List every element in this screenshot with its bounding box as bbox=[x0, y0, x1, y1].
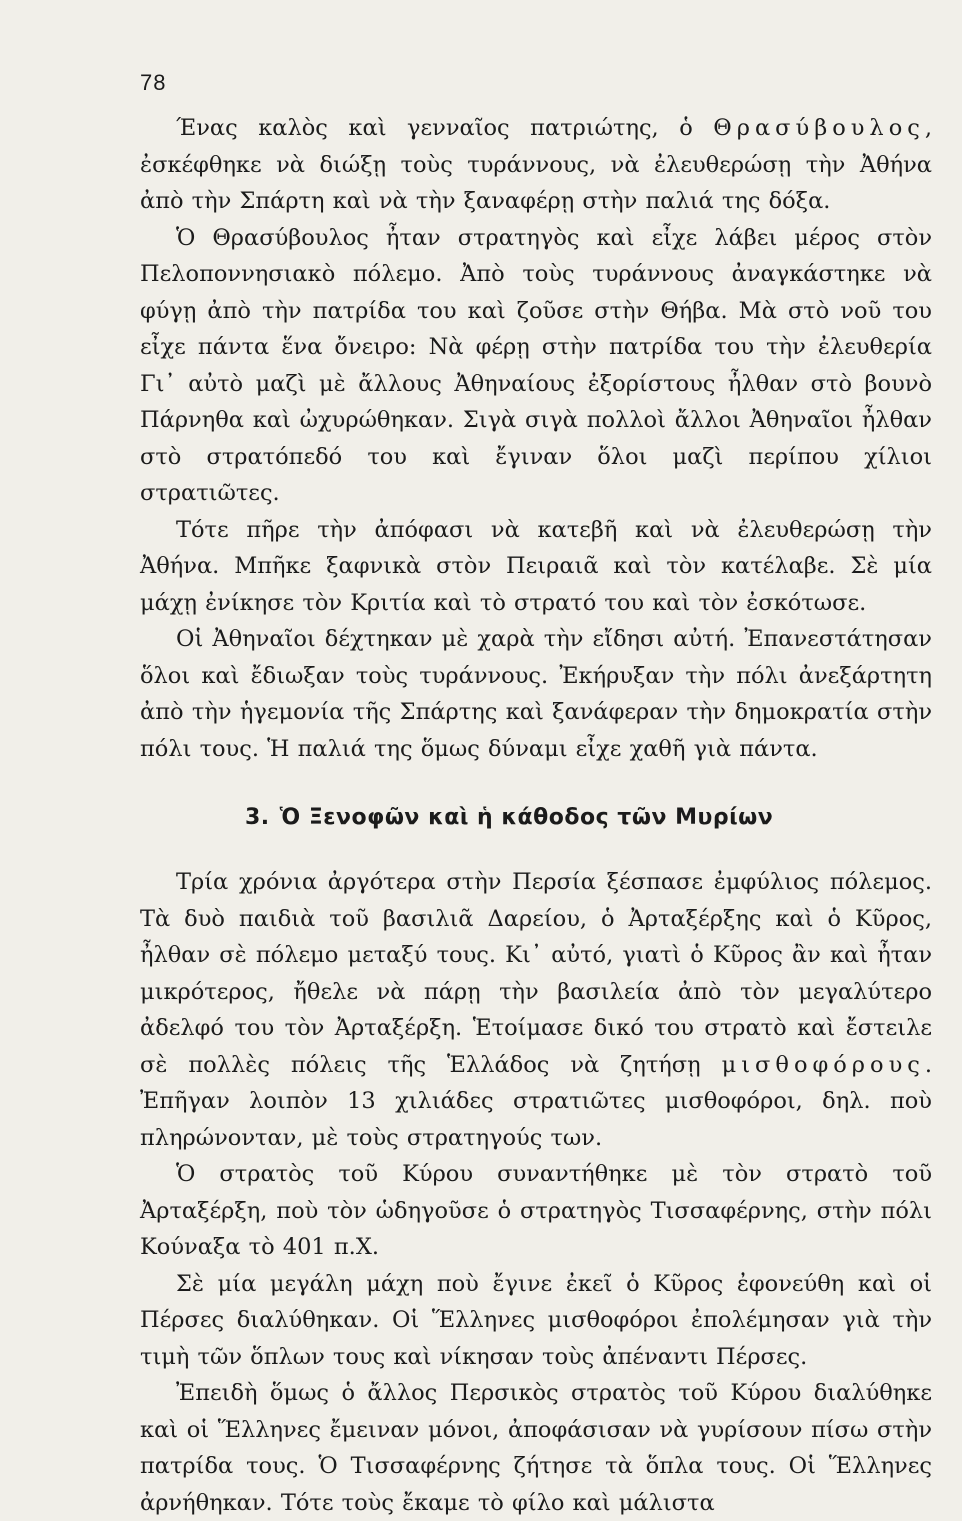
paragraph bbox=[140, 621, 932, 767]
emphasized-name: Θρασύβουλος bbox=[713, 115, 925, 141]
paragraph bbox=[140, 1156, 932, 1266]
paragraph-text: Σὲ μία μεγάλη μάχη ποὺ ἔγινε ἐκεῖ ὁ Κῦρος ἐφονεύθη καὶ οἱ Πέρσες διαλύθηκαν. Οἱ Ἕλληνες μισθοφόροι ἐπολέμησαν γιὰ τὴν τιμὴ τῶν ὅπλων τους καὶ νίκησαν τοὺς ἀπέναντι Πέρσες. bbox=[140, 1270, 932, 1370]
paragraph-text: Οἱ Ἀθηναῖοι δέχτηκαν μὲ χαρὰ τὴν εἴδησι αὐτή. Ἐπανεστάτησαν ὅλοι καὶ ἔδιωξαν τοὺς τυράννους. Ἐκήρυξαν τὴν πόλι ἀνεξάρτητη ἀπὸ τὴν ἡγεμονία τῆς Σπάρτης καὶ ξανάφεραν τὴν δημοκρατία στὴν πόλι τους. Ἡ παλιά της ὅμως δύναμι εἶχε χαθῆ γιὰ πάντα. bbox=[140, 626, 932, 762]
paragraph bbox=[140, 512, 932, 622]
section-title: Ὁ Ξενοφῶν καὶ ἡ κάθοδος τῶν Μυρίων bbox=[279, 805, 774, 830]
emphasized-term: μισθοφόρους bbox=[721, 1051, 925, 1078]
paragraph bbox=[140, 1266, 932, 1376]
paragraph-text: Ένας καλὸς καὶ γενναῖος πατριώτης, ὁ bbox=[176, 115, 714, 141]
paragraph bbox=[140, 110, 932, 220]
page-number: 78 bbox=[140, 70, 167, 95]
paragraph-text: Ἐπειδὴ ὅμως ὁ ἄλλος Περσικὸς στρατὸς τοῦ Κύρου διαλύθηκε καὶ οἱ Ἕλληνες ἔμειναν μόνοι, ἀποφάσισαν νὰ γυρίσουν πίσω στὴν πατρίδα τους. Ὁ Τισσαφέρνης ζήτησε τὰ ὅπλα τους. Οἱ Ἕλληνες ἀρνήθηκαν. Τότε τοὺς ἔκαμε τὸ φίλο καὶ μάλιστα bbox=[140, 1380, 932, 1516]
paragraph-text: . Ἐπῆγαν λοιπὸν 13 χιλιάδες στρατιῶτες μισθοφόροι, δηλ. ποὺ πληρώνονταν, μὲ τοὺς στρατηγούς των. bbox=[140, 1051, 932, 1151]
paragraph bbox=[140, 1375, 932, 1521]
paragraph-text: Ὁ Θρασύβουλος ἦταν στρατηγὸς καὶ εἶχε λάβει μέρος στὸν Πελοποννησιακὸ πόλεμο. Ἀπὸ τοὺς τυράννους ἀναγκάστηκε νὰ φύγῃ ἀπὸ τὴν πατρίδα του καὶ ζοῦσε στὴν Θήβα. Μὰ στὸ νοῦ του εἶχε πάντα ἕνα ὄνειρο: Νὰ φέρῃ στὴν πατρίδα του τὴν ἐλευθερία Γι᾿ αὐτὸ μαζὶ μὲ ἄλλους Ἀθηναίους ἐξορίστους ἦλθαν στὸ βουνὸ Πάρνηθα καὶ ὠχυρώθηκαν. Σιγὰ σιγὰ πολλοὶ ἄλλοι Ἀθηναῖοι ἦλθαν στὸ στρατόπεδό του καὶ ἔγιναν ὅλοι μαζὶ περίπου χίλιοι στρατιῶτες. bbox=[140, 224, 932, 506]
section-number: 3. bbox=[245, 805, 270, 830]
section-heading bbox=[245, 805, 932, 830]
paragraph-text: Τρία χρόνια ἀργότερα στὴν Περσία ξέσπασε ἐμφύλιος πόλεμος. Τὰ δυὸ παιδιὰ τοῦ βασιλιᾶ Δαρείου, ὁ Ἀρταξέρξης καὶ ὁ Κῦρος, ἦλθαν σὲ πόλεμο μεταξύ τους. Κι᾿ αὐτό, γιατὶ ὁ Κῦρος ἂν καὶ ἦταν μικρότερος, ἤθελε νὰ πάρῃ τὴν βασιλεία ἀπὸ τὸν μεγαλύτερο ἀδελφό του τὸν Ἀρταξέρξη. Ἑτοίμασε δικό του στρατὸ καὶ ἔστειλε σὲ πολλὲς πόλεις τῆς Ἑλλάδος νὰ ζητήσῃ bbox=[140, 869, 932, 1078]
paragraph-text: , ἐσκέφθηκε νὰ διώξῃ τοὺς τυράννους, νὰ ἐλευθερώσῃ τὴν Ἀθήνα ἀπὸ τὴν Σπάρτη καὶ νὰ τὴν ξαναφέρῃ στὴν παλιά της δόξα. bbox=[140, 115, 932, 214]
paragraph-text: Ὁ στρατὸς τοῦ Κύρου συναντήθηκε μὲ τὸν στρατὸ τοῦ Ἀρταξέρξη, ποὺ τὸν ὡδηγοῦσε ὁ στρατηγὸς Τισσαφέρνης, στὴν πόλι Κούναξα τὸ 401 π.Χ. bbox=[140, 1161, 932, 1260]
paragraph-text: Τότε πῆρε τὴν ἀπόφασι νὰ κατεβῆ καὶ νὰ ἐλευθερώσῃ τὴν Ἀθήνα. Μπῆκε ξαφνικὰ στὸν Πειραιᾶ καὶ τὸν κατέλαβε. Σὲ μία μάχῃ ἐνίκησε τὸν Κριτία καὶ τὸ στρατό του καὶ τὸν ἐσκότωσε. bbox=[140, 516, 932, 616]
paragraph bbox=[140, 220, 932, 512]
paragraph bbox=[140, 864, 932, 1156]
